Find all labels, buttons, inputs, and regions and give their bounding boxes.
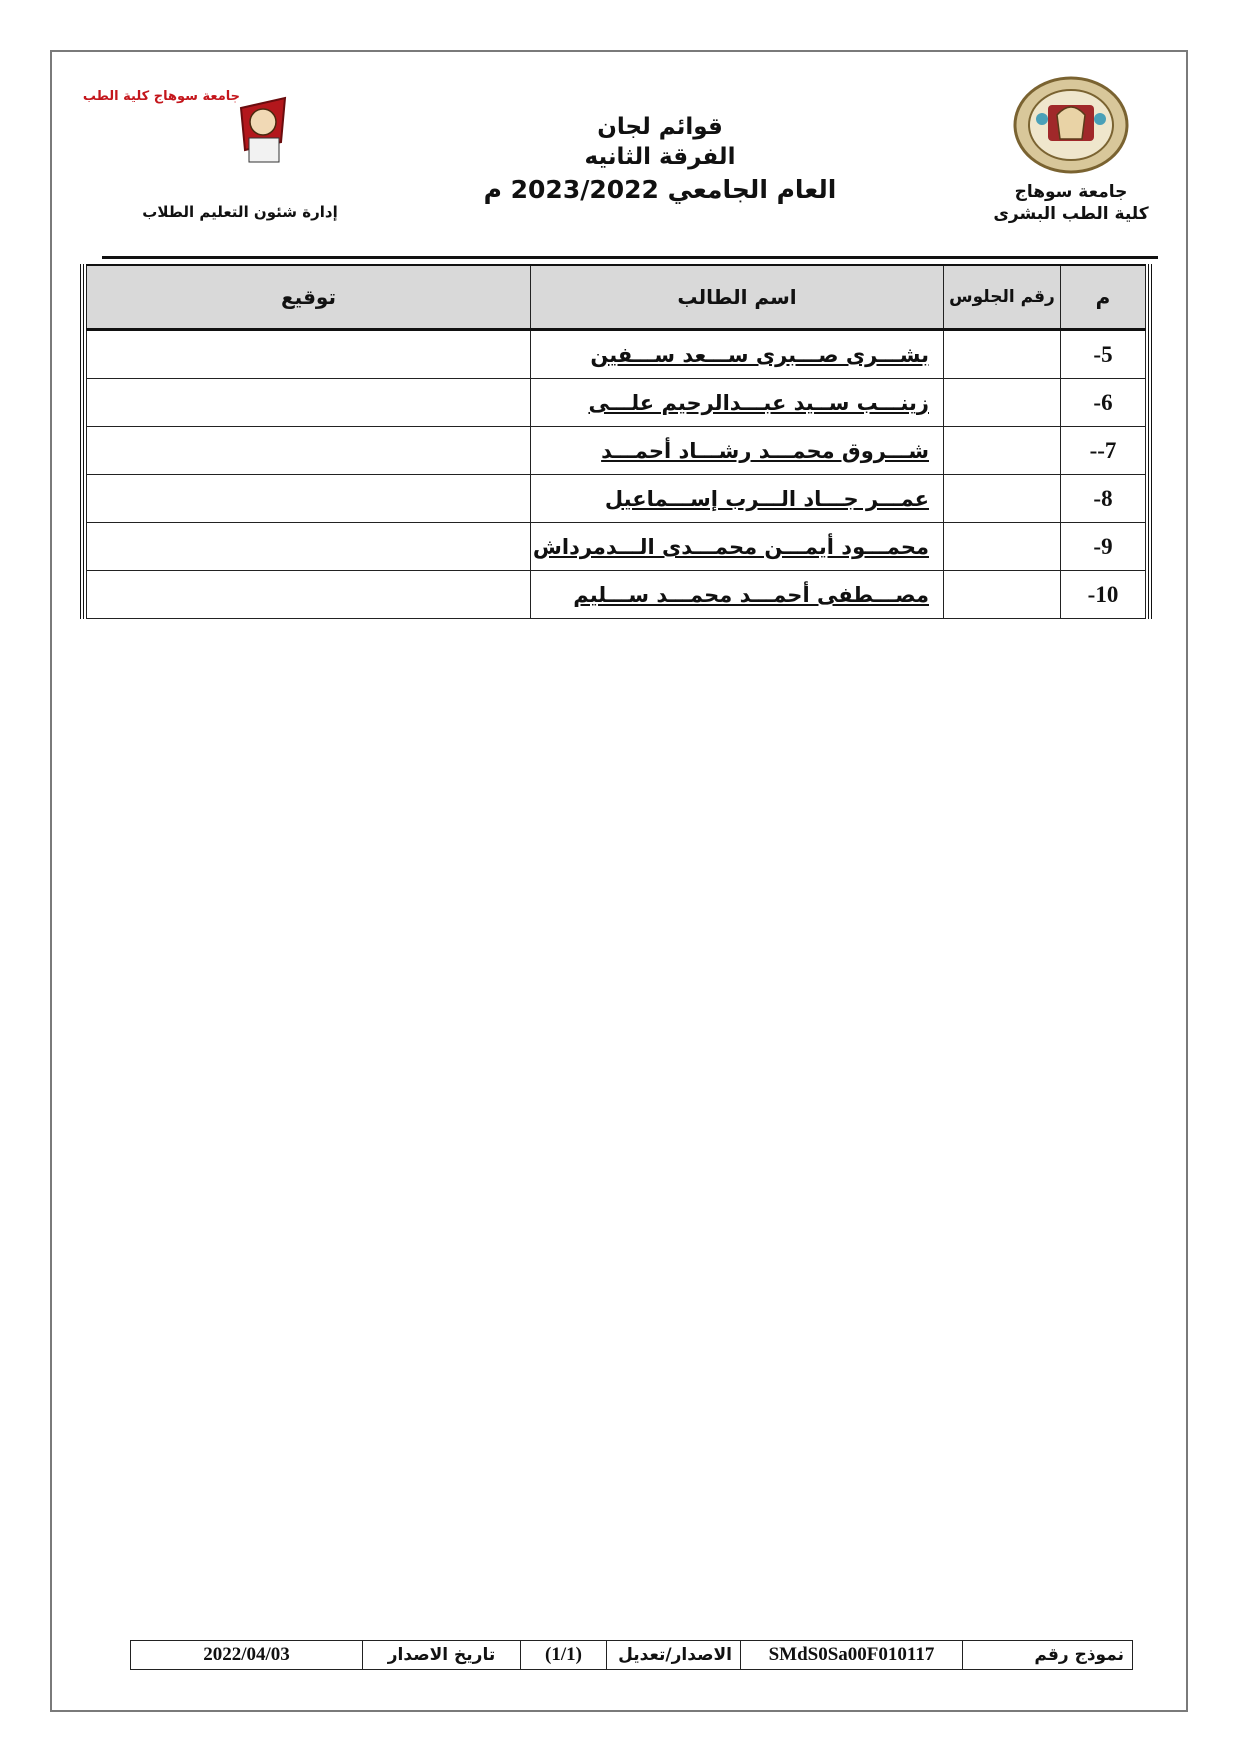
row-index: 7-- — [1061, 427, 1146, 475]
row-index: 6- — [1061, 379, 1146, 427]
row-index: 10- — [1061, 571, 1146, 619]
row-signature — [87, 427, 531, 475]
form-footer — [130, 1640, 1133, 1670]
table-row — [87, 523, 1146, 571]
department-name: إدارة شئون التعليم الطلاب — [142, 203, 338, 221]
table-row — [87, 427, 1146, 475]
edition-label: الاصدار/تعديل — [607, 1641, 741, 1670]
faculty-logo — [82, 80, 335, 195]
logo-text: جامعة سوهاج كلية الطب — [82, 89, 240, 104]
committee-table — [80, 264, 1152, 619]
row-student-name: زينـــب ســيد عبـــدالرحيم علـــى — [531, 379, 944, 427]
university-name: جامعة سوهاج — [1014, 182, 1128, 202]
row-seat-number — [944, 571, 1061, 619]
row-signature — [87, 379, 531, 427]
row-signature — [87, 330, 531, 379]
university-seal-logo — [1012, 75, 1130, 175]
faculty-header — [82, 80, 360, 221]
form-number-label: نموذج رقم — [963, 1641, 1133, 1670]
table-row — [87, 475, 1146, 523]
university-header — [976, 75, 1166, 225]
row-index: 9- — [1061, 523, 1146, 571]
issue-date-label: تاريخ الاصدار — [363, 1641, 521, 1670]
document-title-block — [460, 112, 860, 208]
header-index: م — [1061, 265, 1146, 330]
row-signature — [87, 475, 531, 523]
faculty-name: كلية الطب البشرى — [993, 204, 1149, 224]
row-index: 8- — [1061, 475, 1146, 523]
form-number-value: SMdS0Sa00F010117 — [741, 1641, 963, 1670]
academic-year: العام الجامعي 2023/2022 م — [483, 175, 837, 204]
row-seat-number — [944, 330, 1061, 379]
issue-date-value: 2022/04/03 — [131, 1641, 363, 1670]
row-seat-number — [944, 523, 1061, 571]
header-student-name: اسم الطالب — [531, 265, 944, 330]
table-row — [87, 330, 1146, 379]
edition-value: (1/1) — [521, 1641, 607, 1670]
document-subtitle: الفرقة الثانيه — [584, 144, 736, 170]
table-header-row — [87, 265, 1146, 330]
row-index: 5- — [1061, 330, 1146, 379]
row-signature — [87, 523, 531, 571]
header-divider — [102, 256, 1158, 259]
table-row — [87, 571, 1146, 619]
row-student-name: محمـــود أيمـــن محمـــدى الـــدمرداش — [531, 523, 944, 571]
document-title: قوائم لجان — [597, 114, 723, 140]
row-signature — [87, 571, 531, 619]
row-student-name: مصـــطفى أحمـــد محمـــد ســـليم — [531, 571, 944, 619]
row-seat-number — [944, 379, 1061, 427]
row-seat-number — [944, 475, 1061, 523]
row-student-name: بشـــرى صـــبرى ســـعد ســـفين — [531, 330, 944, 379]
header-seat-number: رقم الجلوس — [944, 265, 1061, 330]
table-row — [87, 379, 1146, 427]
row-student-name: عمـــر جـــاد الـــرب إســـماعيل — [531, 475, 944, 523]
header-signature: توقيع — [87, 265, 531, 330]
row-student-name: شـــروق محمـــد رشـــاد أحمـــد — [531, 427, 944, 475]
row-seat-number — [944, 427, 1061, 475]
